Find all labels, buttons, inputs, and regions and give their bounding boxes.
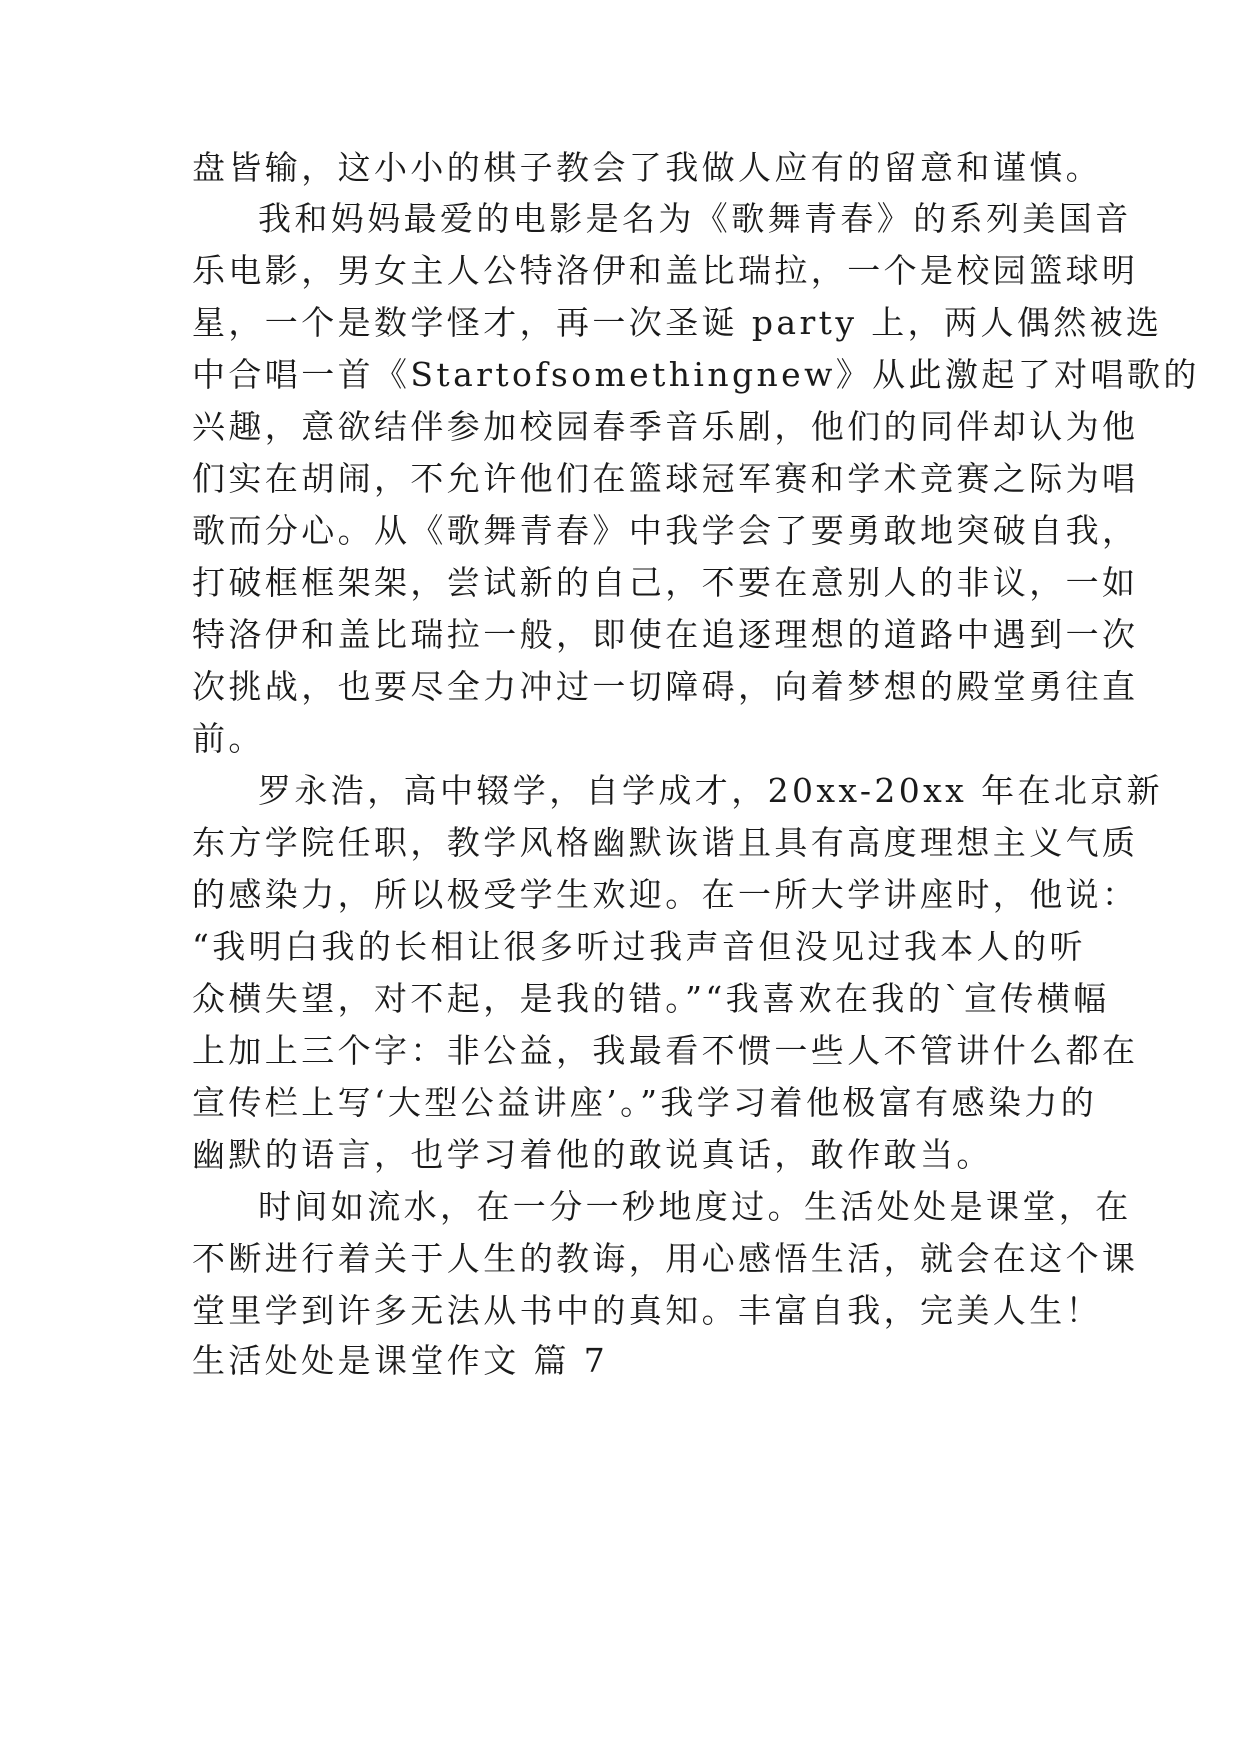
text-line-1: 盘皆输，这小小的棋子教会了我做人应有的留意和谨慎。 (192, 148, 1102, 187)
text-line-3: 乐电影，男女主人公特洛伊和盖比瑞拉，一个是校园篮球明 (192, 251, 1139, 290)
text-line-12: 前。 (192, 719, 265, 758)
text-line-7: 们实在胡闹，不允许他们在篮球冠军赛和学术竞赛之际为唱 (192, 459, 1139, 498)
text-line-18: 上加上三个字：非公益，我最看不惯一些人不管讲什么都在 (192, 1031, 1139, 1070)
text-line-14: 东方学院任职，教学风格幽默诙谐且具有高度理想主义气质 (192, 823, 1139, 862)
text-line-20: 幽默的语言，也学习着他的敢说真话，敢作敢当。 (192, 1135, 993, 1174)
text-line-19: 宣传栏上写‘大型公益讲座’。”我学习着他极富有感染力的 (192, 1083, 1098, 1122)
text-line-4: 星，一个是数学怪才，再一次圣诞 party 上，两人偶然被选 (192, 303, 1163, 342)
text-line-5: 中合唱一首《Startofsomethingnew》从此激起了对唱歌的 (192, 355, 1200, 394)
text-line-23: 堂里学到许多无法从书中的真知。丰富自我，完美人生！ (192, 1291, 1102, 1330)
text-line-13: 罗永浩，高中辍学，自学成才，20xx-20xx 年在北京新 (258, 771, 1164, 810)
text-line-21: 时间如流水，在一分一秒地度过。生活处处是课堂，在 (258, 1187, 1132, 1226)
text-line-8: 歌而分心。从《歌舞青春》中我学会了要勇敢地突破自我， (192, 511, 1139, 550)
text-line-15: 的感染力，所以极受学生欢迎。在一所大学讲座时，他说： (192, 875, 1139, 914)
text-line-22: 不断进行着关于人生的教诲，用心感悟生活，就会在这个课 (192, 1239, 1139, 1278)
text-line-16: “我明白我的长相让很多听过我声音但没见过我本人的听 (192, 927, 1086, 966)
text-line-2: 我和妈妈最爱的电影是名为《歌舞青春》的系列美国音 (258, 199, 1132, 238)
text-line-6: 兴趣，意欲结伴参加校园春季音乐剧，他们的同伴却认为他 (192, 407, 1139, 446)
text-line-11: 次挑战，也要尽全力冲过一切障碍，向着梦想的殿堂勇往直 (192, 667, 1139, 706)
text-line-9: 打破框框架架，尝试新的自己，不要在意别人的非议，一如 (192, 563, 1139, 602)
section-heading: 生活处处是课堂作文 篇 7 (192, 1341, 609, 1380)
text-line-17: 众横失望，对不起，是我的错。”“我喜欢在我的`宣传横幅 (192, 979, 1110, 1018)
text-line-10: 特洛伊和盖比瑞拉一般，即使在追逐理想的道路中遇到一次 (192, 615, 1139, 654)
